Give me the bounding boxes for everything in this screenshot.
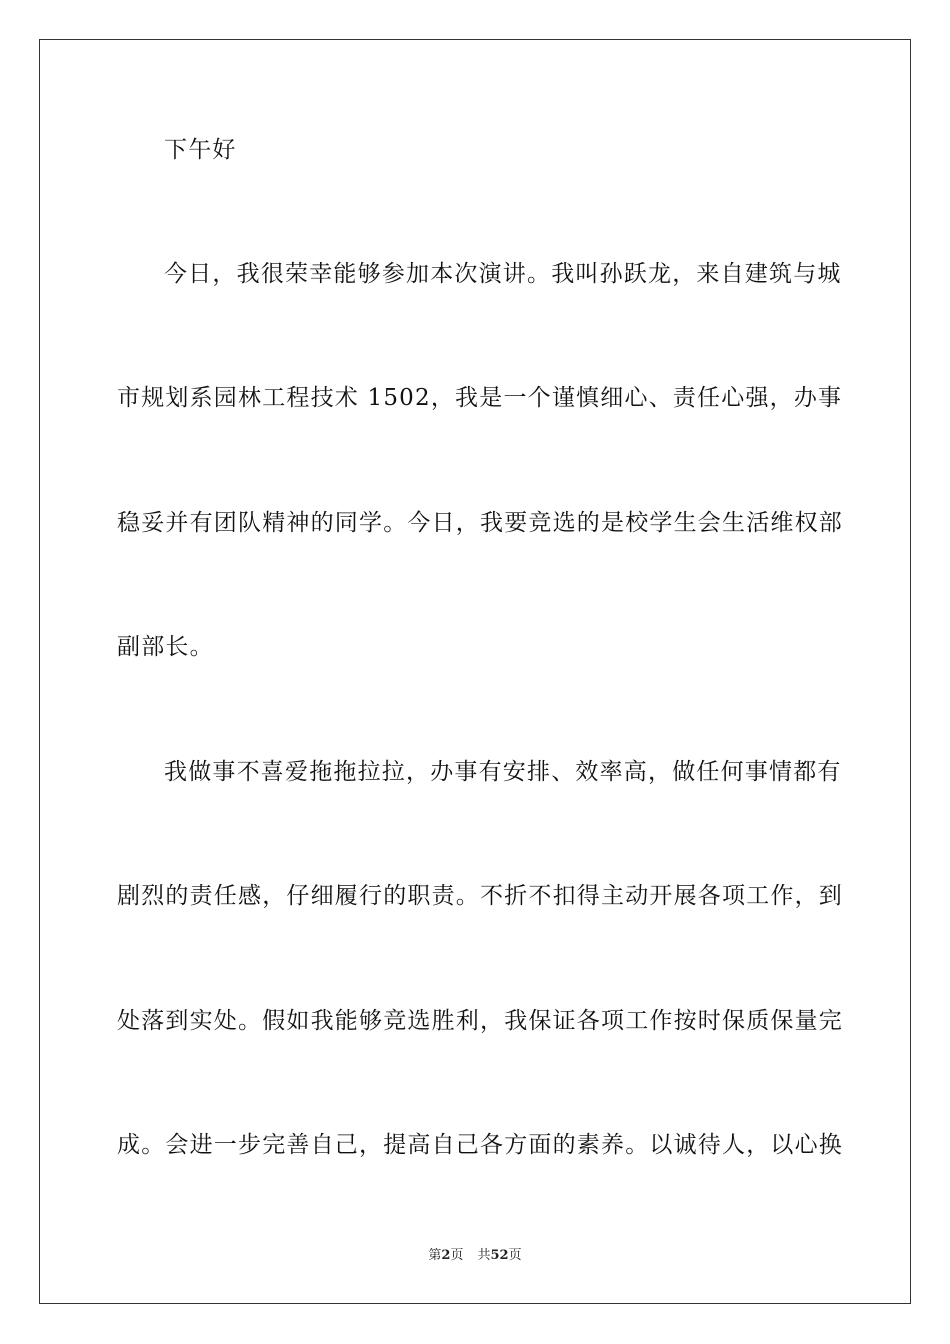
total-prefix: 共 <box>477 1248 491 1263</box>
page-suffix: 页 <box>450 1248 464 1263</box>
paragraph-line: 今日，我很荣幸能够参加本次演讲。我叫孙跃龙，来自建筑与城 <box>164 261 842 287</box>
paragraph-line: 成。会进一步完善自己，提高自己各方面的素养。以诚待人，以心换 <box>117 1132 843 1158</box>
paragraph-line: 市规划系园林工程技术 1502，我是一个谨慎细心、责任心强，办事 <box>117 385 843 411</box>
paragraph-line: 我做事不喜爱拖拖拉拉，办事有安排、效率高，做任何事情都有 <box>164 759 842 785</box>
page-border <box>39 39 911 1304</box>
total-pages: 52 <box>490 1248 509 1263</box>
paragraph-line: 剧烈的责任感，仔细履行的职责。不折不扣得主动开展各项工作，到 <box>117 883 843 909</box>
paragraph-line: 处落到实处。假如我能够竞选胜利，我保证各项工作按时保质保量完 <box>117 1008 843 1034</box>
paragraph-line: 稳妥并有团队精神的同学。今日，我要竞选的是校学生会生活维权部 <box>117 510 843 536</box>
greeting-line: 下午好 <box>164 137 237 163</box>
paragraph-line: 副部长。 <box>117 634 214 660</box>
page-number: 2 <box>441 1248 451 1263</box>
total-suffix: 页 <box>508 1248 522 1263</box>
page-footer <box>0 1247 950 1265</box>
page-prefix: 第 <box>428 1248 442 1263</box>
